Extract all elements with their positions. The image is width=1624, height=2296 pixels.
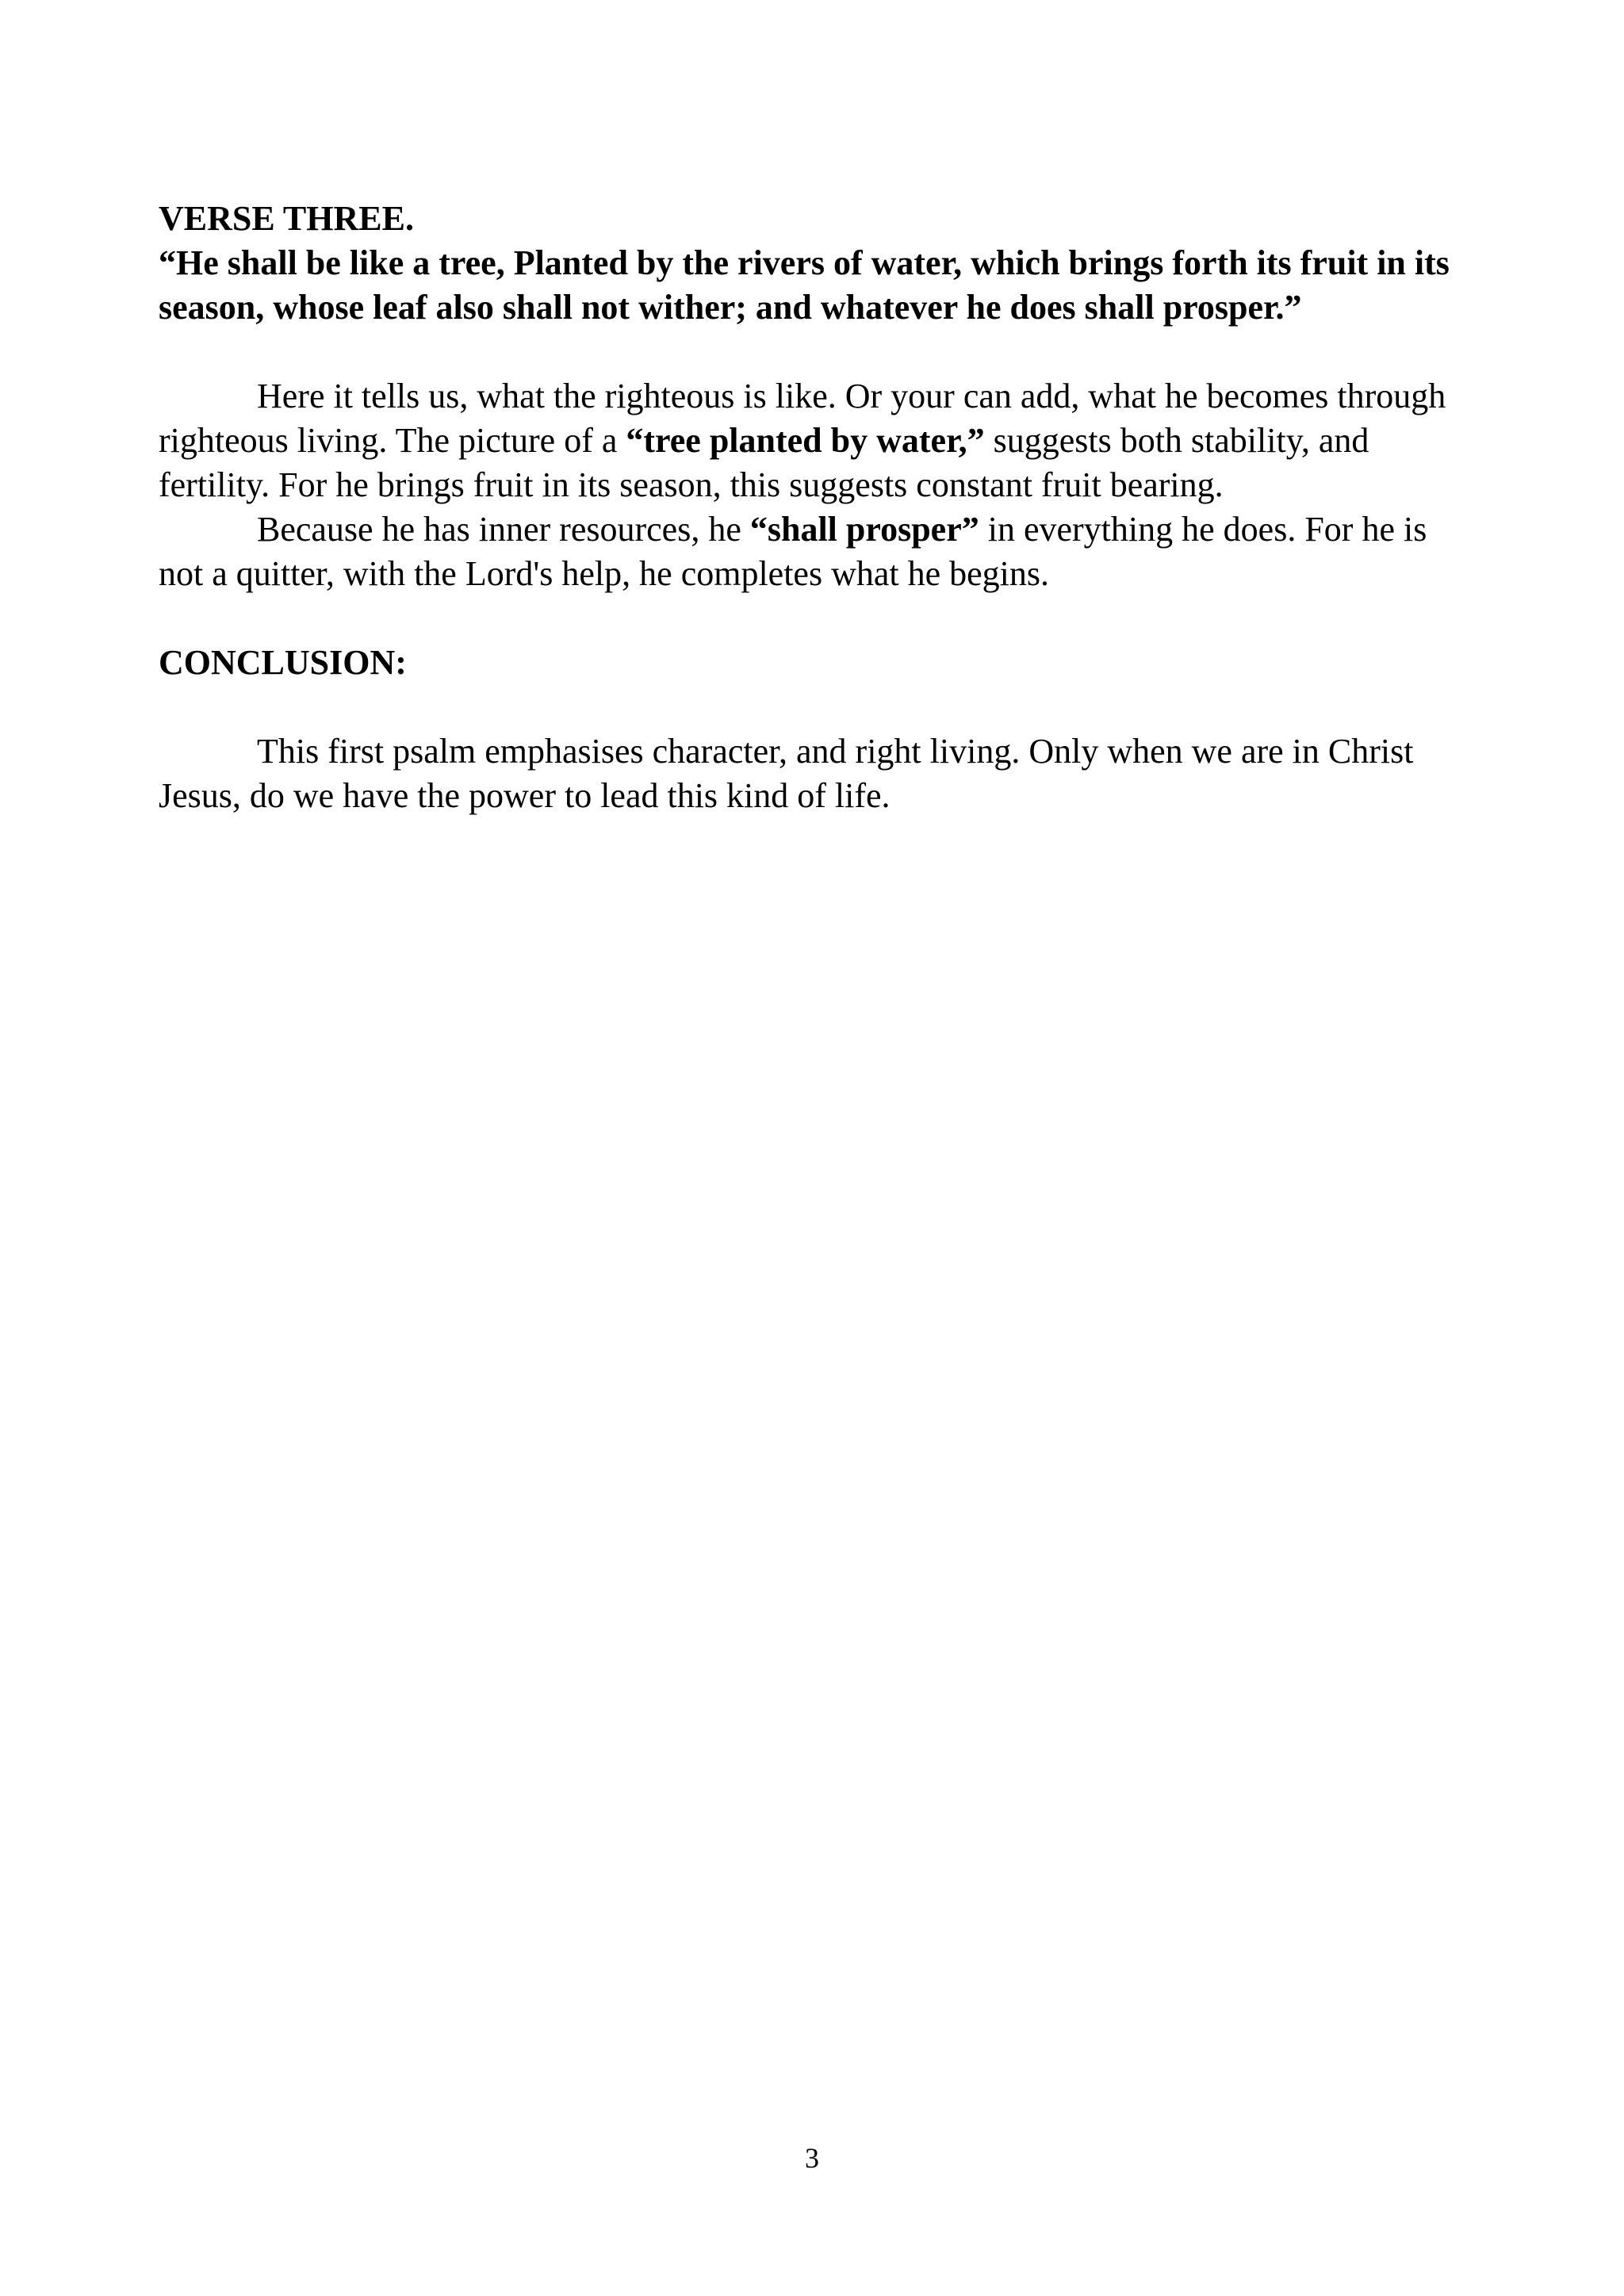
emphasis-tree-planted: “tree planted by water,” <box>626 421 985 460</box>
spacer <box>159 596 1475 641</box>
paragraph-text: Here it tells us, what the righteous is like. Or your can add, what he becomes through righteous living. The picture of a <box>159 377 1446 460</box>
paragraph-text: suggests both stability, and fertility. For he brings fruit in its season, this suggests constant fruit bearing. <box>159 421 1369 504</box>
spacer <box>159 685 1475 729</box>
verse-quote: “He shall be like a tree, Planted by the rivers of water, which brings forth its fruit in its season, whose leaf also shall not wither; and whatever he does shall prosper.” <box>159 243 1450 327</box>
paragraph-prosper <box>159 507 1475 596</box>
paragraph-righteous <box>159 374 1475 507</box>
spacer <box>159 330 1475 374</box>
paragraph-text: in everything he does. For he is not a quitter, with the Lord's help, he completes what he begins. <box>159 510 1427 593</box>
page-number: 3 <box>805 2142 819 2174</box>
paragraph-text: Because he has inner resources, he <box>257 510 750 549</box>
page-body <box>159 197 1475 818</box>
section-heading: VERSE THREE. <box>159 199 414 238</box>
conclusion-paragraph: This first psalm emphasises character, and right living. Only when we are in Christ Jesus, do we have the power to lead this kind of life. <box>159 732 1414 815</box>
emphasis-shall-prosper: “shall prosper” <box>749 510 979 549</box>
conclusion-heading: CONCLUSION: <box>159 643 407 682</box>
